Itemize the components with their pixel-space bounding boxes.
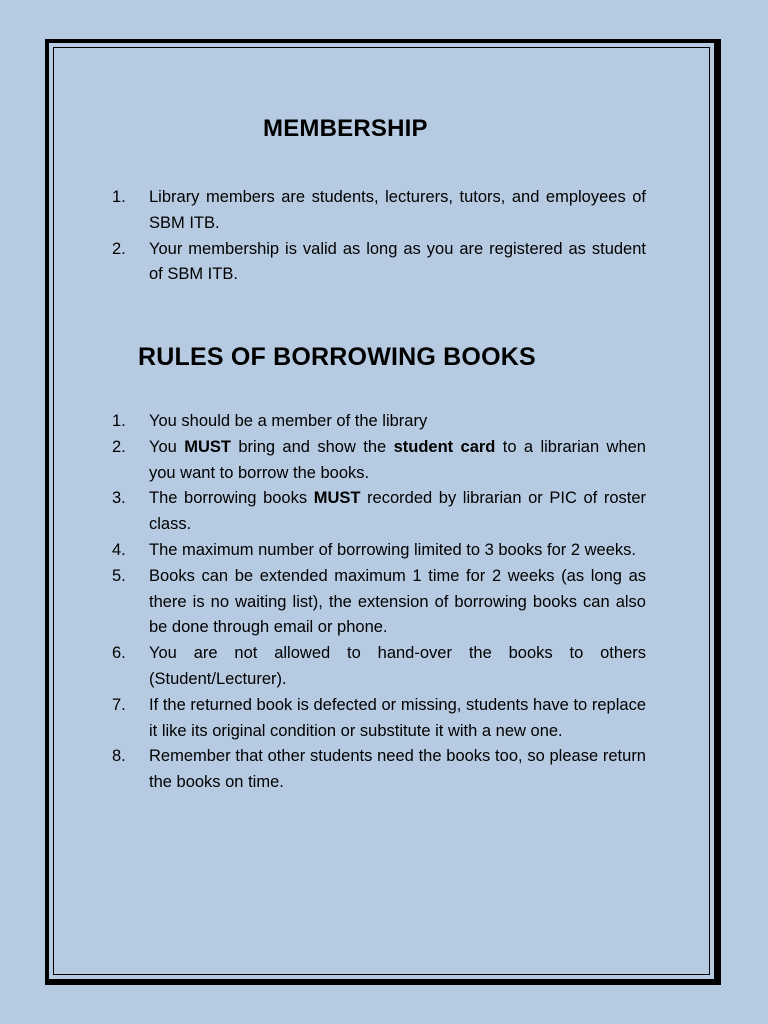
item-text: If the returned book is defected or missing, students have to replace it like its original condition or substitute it with a new one. (149, 695, 646, 740)
item-text: Library members are students, lecturers, tutors, and employees of SBM ITB. (149, 188, 646, 232)
rule-item-2 (112, 435, 646, 487)
item-number: 2. (112, 437, 126, 456)
item-text-part: The borrowing books (149, 489, 314, 508)
item-emphasis: MUST (313, 489, 361, 508)
rule-item-6 (112, 641, 646, 693)
item-number: 2. (112, 239, 126, 258)
item-text: Your membership is valid as long as you are registered as student of SBM ITB. (149, 239, 646, 284)
rule-item-3 (112, 486, 646, 538)
rules-heading: RULES OF BORROWING BOOKS (138, 343, 536, 371)
membership-list (112, 185, 646, 288)
rules-list (112, 409, 646, 796)
item-number: 3. (112, 489, 126, 508)
item-number: 4. (112, 540, 126, 559)
item-emphasis: student card (393, 437, 496, 456)
membership-item-1 (112, 185, 646, 237)
item-number: 8. (112, 747, 126, 766)
rule-item-1 (112, 409, 646, 435)
item-text: You are not allowed to hand-over the books to others (Student/Lecturer). (149, 644, 646, 688)
item-text: You should be a member of the library (149, 412, 428, 430)
membership-heading: MEMBERSHIP (263, 115, 428, 142)
item-text-part: You (149, 437, 185, 456)
item-number: 7. (112, 695, 126, 714)
membership-item-2 (112, 237, 646, 289)
item-text: The maximum number of borrowing limited to 3 books for 2 weeks. (149, 540, 636, 559)
item-number: 1. (112, 188, 126, 206)
rule-item-4 (112, 538, 646, 564)
item-text-part: to a librarian when you want to borrow the books. (149, 437, 646, 482)
item-number: 1. (112, 412, 126, 430)
item-text: Books can be extended maximum 1 time for 2 weeks (as long as there is no waiting list), the extension of borrowing books can also be done through email or phone. (149, 566, 646, 637)
item-emphasis: MUST (184, 437, 231, 456)
item-text: Remember that other students need the books too, so please return the books on time. (149, 747, 646, 792)
rule-item-5 (112, 564, 646, 641)
item-text-part: bring and show the (230, 437, 394, 456)
rule-item-8 (112, 744, 646, 796)
rule-item-7 (112, 693, 646, 745)
item-number: 6. (112, 644, 126, 663)
item-number: 5. (112, 566, 126, 585)
item-text-part: recorded by librarian or PIC of roster class. (149, 489, 647, 534)
